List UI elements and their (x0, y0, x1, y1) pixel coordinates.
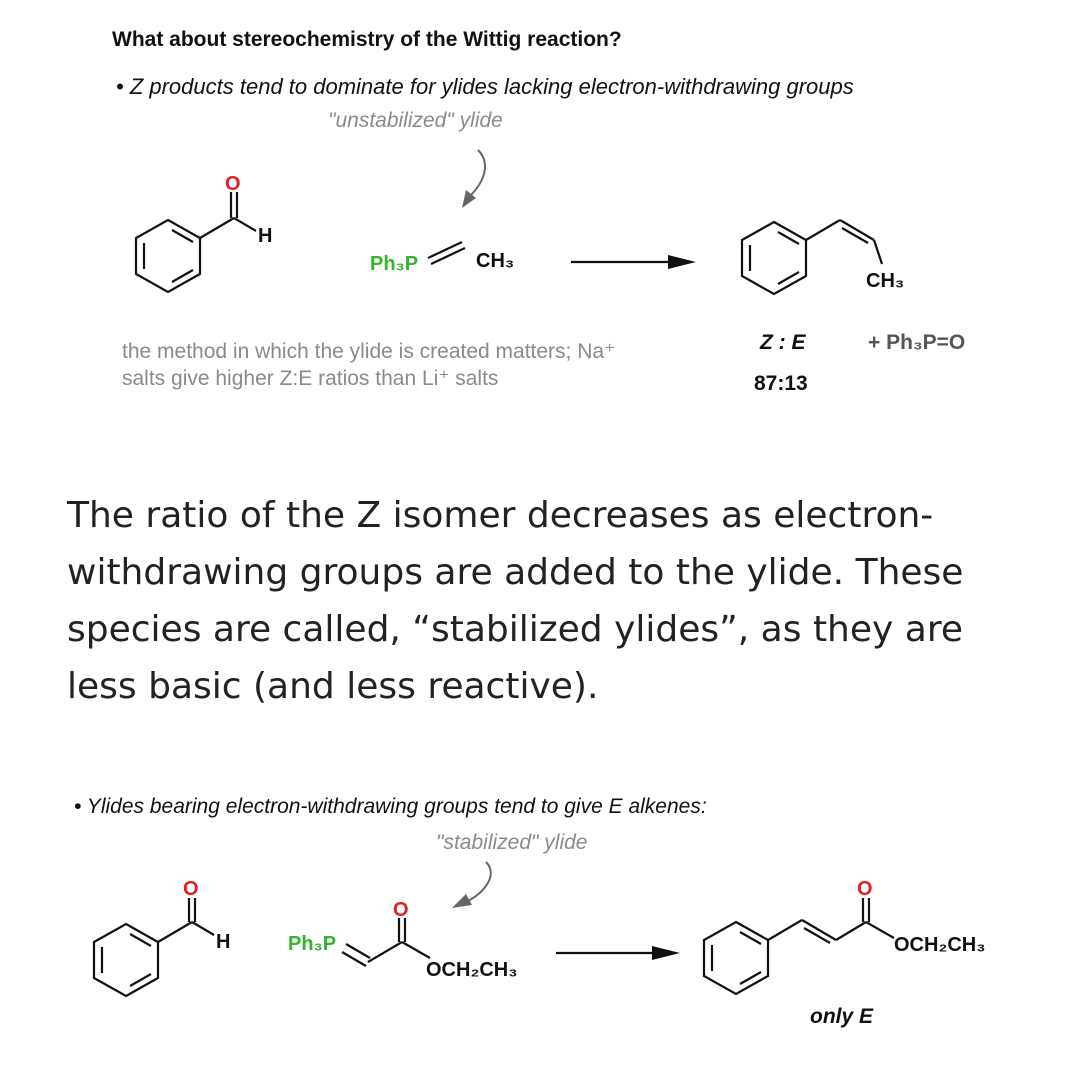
explanation-paragraph: The ratio of the Z isomer decreases as electron-withdrawing groups are added to the ylide. These species are called, “stabilized ylides”, as they are less basic (and less reactive). (67, 495, 964, 707)
counterion-note (122, 338, 722, 392)
section-heading: What about stereochemistry of the Wittig reaction? (112, 28, 622, 51)
benzaldehyde-1 (136, 192, 256, 292)
hydrogen-atom: H (216, 931, 231, 953)
ylide-phosphorus: Ph₃P (370, 253, 419, 275)
pointer-arrow-2 (452, 862, 491, 908)
stabilized-ylide-bonds (342, 918, 430, 966)
note-line-2: salts give higher Z:E ratios than Li⁺ salts (122, 367, 499, 390)
ethoxy-group: OCH₂CH₃ (894, 934, 986, 956)
byproduct-label: + Ph₃P=O (868, 331, 966, 354)
note-line-1: the method in which the ylide is created matters; Na⁺ (122, 340, 616, 363)
carbonyl-oxygen: O (393, 899, 409, 921)
e-alkene-product (704, 898, 894, 994)
hydrogen-atom: H (258, 225, 273, 247)
carbonyl-oxygen: O (857, 878, 873, 900)
ylide-double-bond (428, 242, 465, 264)
ethoxy-group: OCH₂CH₃ (426, 959, 518, 981)
pointer-arrow-1 (462, 150, 485, 208)
bullet-stabilized: • Ylides bearing electron-withdrawing groups tend to give E alkenes: (74, 795, 707, 818)
oxygen-atom: O (183, 878, 199, 900)
benzaldehyde-2 (94, 898, 214, 996)
ze-ratio: 87:13 (754, 372, 808, 395)
reaction-arrow-2 (556, 946, 680, 960)
oxygen-atom: O (225, 173, 241, 195)
product-methyl-group: CH₃ (866, 270, 905, 292)
unstabilized-ylide-label: "unstabilized" ylide (328, 109, 503, 132)
z-alkene-product (742, 220, 882, 294)
stabilized-ylide-label: "stabilized" ylide (436, 831, 588, 854)
only-e-label: only E (810, 1005, 874, 1028)
ylide-phosphorus: Ph₃P (288, 933, 337, 955)
ze-label: Z : E (760, 331, 806, 354)
reaction-arrow-1 (571, 255, 696, 269)
methyl-group: CH₃ (476, 250, 515, 272)
bullet-unstabilized: • Z products tend to dominate for ylides lacking electron-withdrawing groups (116, 74, 854, 99)
